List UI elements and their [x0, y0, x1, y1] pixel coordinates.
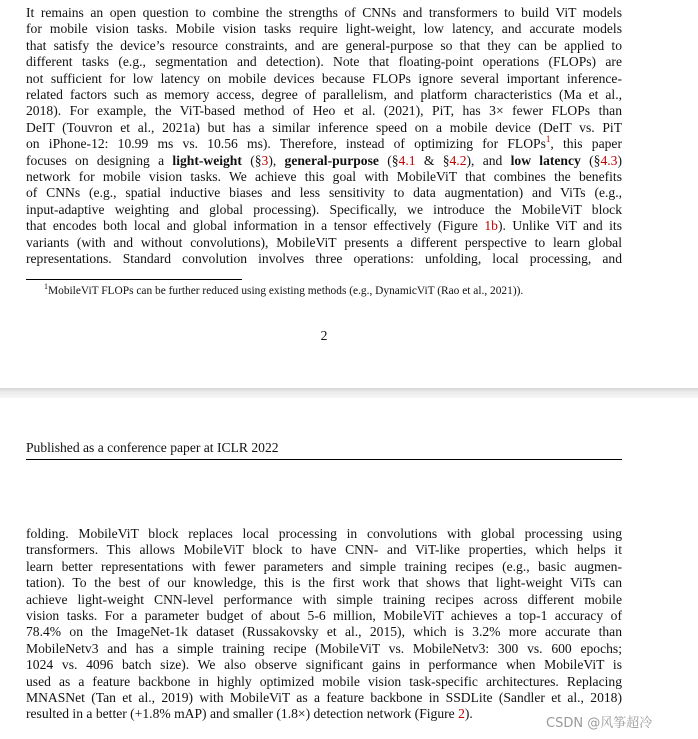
text-line: different tasks (e.g., segmentation and detection). Note that floating-point operations (FLOPs) are: [26, 54, 622, 70]
text-line: used as a feature backbone in highly optimized mobile vision task-specific architectures. Replacing: [26, 673, 622, 689]
footnote-number: 1: [44, 282, 48, 291]
page-separator: [0, 388, 698, 398]
text-line: achieve light-weight CNN-level performance with simple training recipes across different mobile: [26, 591, 622, 607]
text-segment: focuses on designing a: [26, 152, 165, 168]
text-line: representations. Standard convolution involves three operations: unfolding, local processing, and: [26, 251, 622, 267]
figure-link[interactable]: 2: [458, 706, 465, 722]
page-number: 2: [320, 328, 328, 343]
footnote-marker-link[interactable]: 1: [545, 134, 551, 145]
footnote-divider: [26, 279, 242, 280]
text-line: DeIT (Touvron et al., 2021a) but has a similar inference speed on a mobile device (DeIT vs. PiT: [26, 119, 622, 135]
text-segment: (§: [378, 152, 399, 168]
text-line: transformers. This allows MobileViT block to have CNN- and ViT-like properties, which helps it: [26, 542, 622, 558]
intro-paragraph: [26, 5, 622, 268]
text-segment: ).: [464, 706, 473, 722]
footnote-text: MobileViT FLOPs can be further reduced using existing methods (e.g., DynamicViT (Rao et al., 2021)).: [48, 285, 524, 297]
running-header: Published as a conference paper at ICLR 2022: [26, 440, 279, 455]
text-line: [26, 218, 622, 234]
text-segment: ),: [268, 152, 285, 168]
text-segment: (§: [241, 152, 262, 168]
csdn-watermark: CSDN @风筝超冷: [546, 716, 653, 731]
text-segment: , this paper: [550, 136, 622, 152]
text-segment: ): [617, 152, 622, 168]
text-segment: (§: [580, 152, 601, 168]
section-link[interactable]: 3: [261, 152, 269, 168]
text-segment: on iPhone-12: 10.99 ms vs. 10.56 ms). Therefore, instead of optimizing for FLOPs: [26, 136, 546, 152]
bold-term: general-purpose: [284, 152, 379, 168]
footnote: [44, 282, 524, 297]
text-line: input-adaptive weighting and global processing). Specifically, we introduce the MobileViT block: [26, 201, 622, 217]
text-line: vision tasks. For a parameter budget of about 5-6 million, MobileViT achieves a top-1 accuracy of: [26, 608, 622, 624]
text-line: [26, 136, 622, 152]
text-line: tation). To the best of our knowledge, this is the first work that shows that light-weight ViTs can: [26, 575, 622, 591]
text-line: MNASNet (Tan et al., 2019) with MobileViT as a feature backbone in SSDLite (Sandler et al., 2018): [26, 690, 622, 706]
text-segment: resulted in a better (+1.8% mAP) and smaller (1.8×) detection network (Figure: [26, 706, 455, 722]
header-divider: [26, 459, 622, 460]
text-line: 2018). For example, the ViT-based method of Heo et al. (2021), PiT, has 3× fewer FLOPs than: [26, 103, 622, 119]
text-line: [26, 706, 622, 722]
text-line: 1024 vs. 4096 batch size). We also observe significant gains in performance when MobileViT is: [26, 657, 622, 673]
text-segment: & §: [415, 152, 450, 168]
text-line: folding. MobileViT block replaces local processing in convolutions with global processing using: [26, 526, 622, 541]
text-line: 78.4% on the ImageNet-1k dataset (Russakovsky et al., 2015), which is 3.2% more accurate than: [26, 624, 622, 640]
text-line: for mobile vision tasks. Mobile vision tasks require light-weight, low latency, and accurate models: [26, 21, 622, 37]
section-link[interactable]: 4.1: [398, 152, 416, 168]
text-line: MobileNetv3 and has a simple training recipe (MobileViT vs. MobileNetv3: 300 vs. 600 epochs;: [26, 640, 622, 656]
text-line: not sufficient for low latency on mobile devices because FLOPs ignore several important inference-: [26, 70, 622, 86]
text-line: related factors such as memory access, degree of parallelism, and platform characteristics (Ma et al.,: [26, 87, 622, 103]
text-segment: ). Unlike ViT and its: [497, 218, 622, 234]
text-segment: that encodes both local and global information in a tensor effectively (Figure: [26, 218, 478, 234]
text-line: It remains an open question to combine the strengths of CNNs and transformers to build ViT models: [26, 5, 622, 20]
text-line: network for mobile vision tasks. We achieve this goal with MobileViT that combines the benefits: [26, 169, 622, 185]
section-link[interactable]: 4.3: [600, 152, 618, 168]
figure-link[interactable]: 1b: [484, 218, 498, 234]
continuation-paragraph: [26, 526, 622, 723]
section-link[interactable]: 4.2: [449, 152, 467, 168]
text-line: of CNNs (e.g., spatial inductive biases and less sensitivity to data augmentation) and ViTs (e.g.,: [26, 185, 622, 201]
bold-term: low latency: [510, 152, 581, 168]
text-line: learn better representations with fewer parameters and simple training recipes (e.g., basic augmen-: [26, 558, 622, 574]
text-segment: ), and: [466, 152, 511, 168]
text-line: [26, 153, 622, 169]
bold-term: light-weight: [172, 152, 242, 168]
text-line: that satisfy the device’s resource constraints, and are general-purpose so that they can be applied to: [26, 37, 622, 53]
text-line: variants (with and without convolutions), MobileViT presents a different perspective to learn global: [26, 234, 622, 250]
